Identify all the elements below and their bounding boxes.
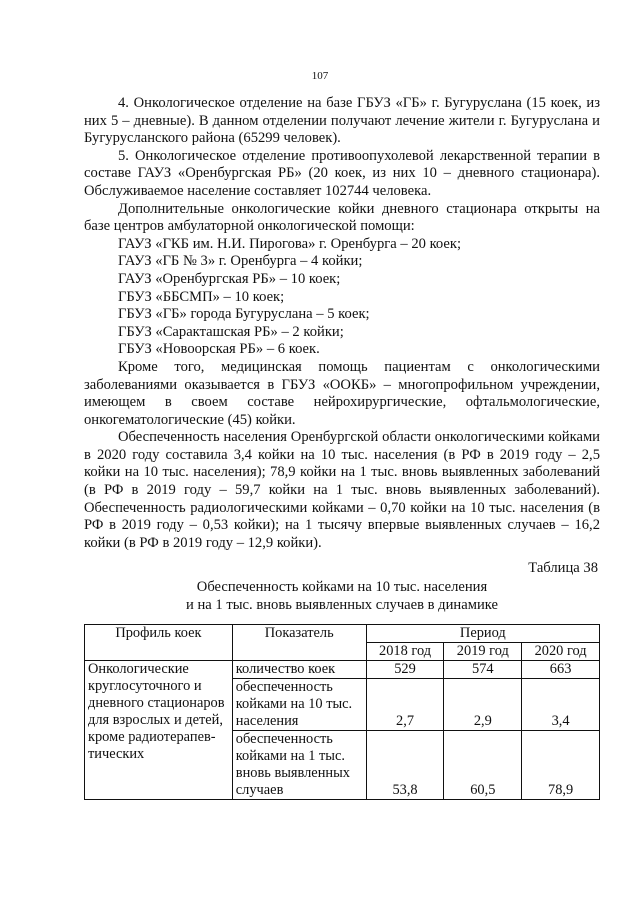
indicator-cell: обеспеченность койками на 1 тыс. вновь выявленных случаев xyxy=(232,731,366,800)
table-row xyxy=(85,661,600,679)
indicator-cell: обеспеченность койками на 10 тыс. населения xyxy=(232,679,366,731)
list-item: ГБУЗ «ГБ» города Бугуруслана – 5 коек; xyxy=(118,306,370,323)
list-item: ГБУЗ «Новоорская РБ» – 6 коек. xyxy=(118,341,320,358)
value-cell: 663 xyxy=(522,661,600,679)
header-year: 2019 год xyxy=(444,643,522,661)
table-caption-line-1: Обеспеченность койками на 10 тыс. населения xyxy=(196,579,488,595)
list-item: ГАУЗ «ГКБ им. Н.И. Пирогова» г. Оренбурга – 20 коек; xyxy=(118,235,462,252)
value-cell: 574 xyxy=(444,661,522,679)
list-item: ГАУЗ «ГБ № 3» г. Оренбурга – 4 койки; xyxy=(118,253,363,270)
page-number: 107 xyxy=(311,70,329,82)
list-item: ГАУЗ «Оренбургская РБ» – 10 коек; xyxy=(118,270,341,287)
indicator-cell: количество коек xyxy=(232,661,366,679)
header-year: 2018 год xyxy=(366,643,444,661)
header-indicator: Показатель xyxy=(232,625,366,661)
list-item: ГБУЗ «Саракташская РБ» – 2 койки; xyxy=(118,323,344,340)
value-cell: 60,5 xyxy=(444,731,522,800)
value-cell: 53,8 xyxy=(366,731,444,800)
table-caption xyxy=(84,578,600,614)
value-cell: 3,4 xyxy=(522,679,600,731)
list-item: ГБУЗ «ББСМП» – 10 коек; xyxy=(118,288,285,305)
table-number: Таблица 38 xyxy=(528,560,598,576)
bed-provision-table xyxy=(84,624,600,800)
paragraph-oncology-dept-4: 4. Онкологическое отделение на базе ГБУЗ «ГБ» г. Бугуруслана (15 коек, из них 5 – дневные). В данном отделении получают лечение жители г. Бугуруслана и Бугурусланского района (65299 человек). xyxy=(84,95,600,147)
header-year: 2020 год xyxy=(522,643,600,661)
header-profile: Профиль коек xyxy=(85,625,233,661)
header-period: Период xyxy=(366,625,599,643)
paragraph-ookb: Кроме того, медицинская помощь пациентам с онкологическими заболеваниями оказывается в ГБУЗ «ООКБ» – многопрофильном учреждении, имеющем в своем составе нейрохирургические, офтальмологические, онкогематологические (45) койки. xyxy=(84,358,600,428)
paragraph-day-hospital-intro: Дополнительные онкологические койки дневного стационара открыты на базе центров амбулаторной онкологической помощи: xyxy=(84,200,600,235)
profile-cell: Онкологические круглосуточного и дневного стационаров для взрослых и детей, кроме радиотерапев-тических xyxy=(85,661,233,800)
paragraph-oncology-dept-5: 5. Онкологическое отделение противоопухолевой лекарственной терапии в составе ГАУЗ «Оренбургская РБ» (20 коек, из них 10 – дневного стационара). Обслуживаемое население составляет 102744 человека. xyxy=(84,147,600,199)
paragraph-bed-provision: Обеспеченность населения Оренбургской области онкологическими койками в 2020 году составила 3,4 койки на 10 тыс. населения (в РФ в 2019 году – 2,5 койки на 10 тыс. населения); 78,9 койки на 1 тыс. вновь выявленных заболеваний (в РФ в 2019 году – 59,7 койки на 1 тыс. вновь выявленных заболеваний). Обеспеченность радиологическими койками – 0,70 койки на 10 тыс. населения (в РФ в 2019 году – 0,53 койки); на 1 тысячу впервые выявленных случаев – 16,2 койки (в РФ в 2019 году – 12,9 койки). xyxy=(84,429,600,551)
value-cell: 2,9 xyxy=(444,679,522,731)
value-cell: 2,7 xyxy=(366,679,444,731)
value-cell: 529 xyxy=(366,661,444,679)
table-caption-line-2: и на 1 тыс. вновь выявленных случаев в динамике xyxy=(186,597,498,613)
table-header-row xyxy=(85,625,600,643)
value-cell: 78,9 xyxy=(522,731,600,800)
centers-list xyxy=(84,236,600,359)
document-body xyxy=(84,95,600,552)
